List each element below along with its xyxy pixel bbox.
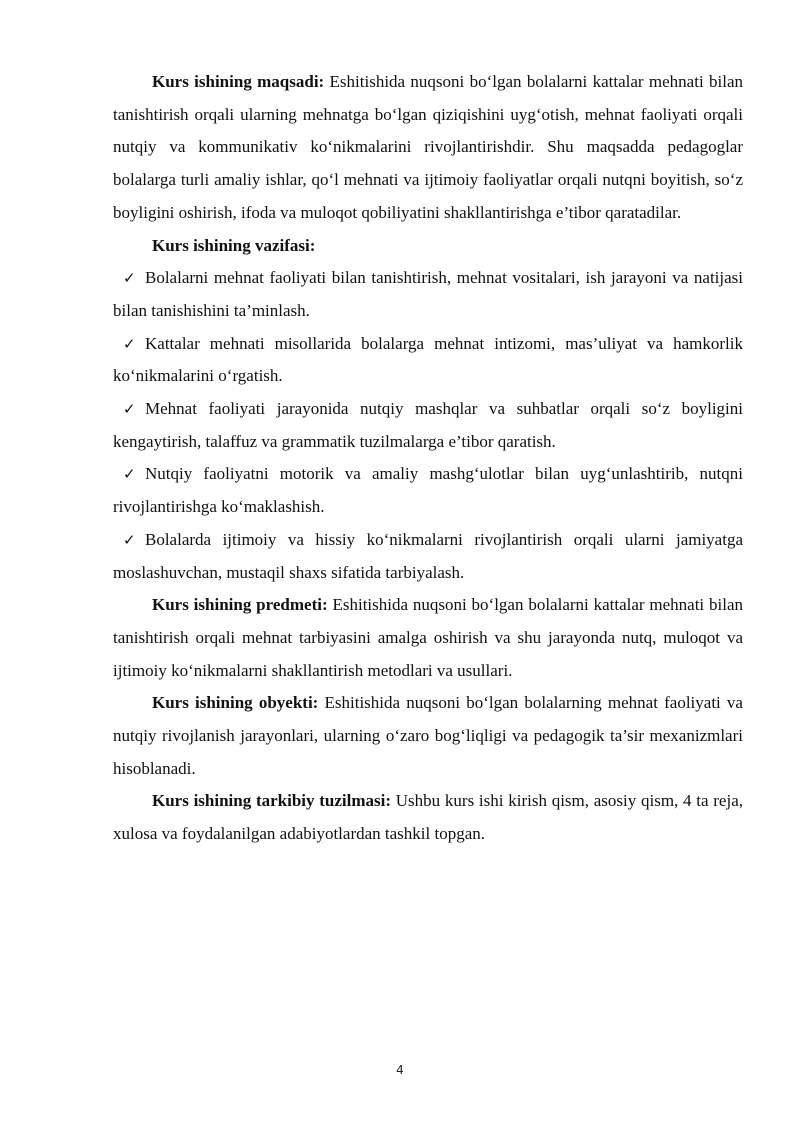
page-number: 4 bbox=[396, 1063, 404, 1077]
checkmark-icon: ✓ bbox=[123, 400, 136, 419]
structure-label: Kurs ishining tarkibiy tuzilmasi: bbox=[152, 791, 392, 811]
purpose-label: Kurs ishining maqsadi: bbox=[152, 72, 325, 91]
structure-text: Ushbu kurs ishi kirish qism, asosiy qism, 4 ta reja, xulosa va foydalanilgan adabiyotlardan tashkil topgan. bbox=[113, 791, 743, 844]
task-item-3 bbox=[113, 393, 743, 458]
checkmark-icon: ✓ bbox=[123, 530, 136, 549]
task-item-text: Bolalarda ijtimoiy va hissiy ko‘nikmalarni rivojlantirish orqali ularni jamiyatga moslashuvchan, mustaqil shaxs sifatida tarbiyalash. bbox=[113, 529, 743, 582]
subject-label: Kurs ishining predmeti: bbox=[152, 595, 328, 615]
subject-paragraph bbox=[113, 589, 743, 687]
purpose-paragraph bbox=[113, 66, 743, 230]
document-page bbox=[113, 66, 743, 851]
checkmark-icon: ✓ bbox=[123, 465, 136, 484]
subject-text: Eshitishida nuqsoni bo‘lgan bolalarni kattalar mehnati bilan tanishtirish orqali mehnat tarbiyasini amalga oshirish va shu jarayonda nutq, muloqot va ijtimoiy ko‘nikmalarni shakllantirish metodlari va usullari. bbox=[113, 595, 743, 680]
purpose-text: Eshitishida nuqsoni bo‘lgan bolalarni kattalar mehnati bilan tanishtirish orqali ularning mehnatga bo‘lgan qiziqishini uyg‘otish, mehnat faoliyati orqali nutqiy va kommunikativ ko‘nikmalarini rivojlantirishdir. Shu maqsadda pedagoglar bolalarga turli amaliy ishlar, qo‘l mehnati va ijtimoiy faoliyatlar orqali nutqni boyitish, so‘z boyligini oshirish, ifoda va muloqot qobiliyatini shakllantirishga e’tibor qaratadilar. bbox=[113, 72, 743, 222]
checkmark-icon: ✓ bbox=[123, 334, 136, 353]
task-item-text: Bolalarni mehnat faoliyati bilan tanishtirish, mehnat vositalari, ish jarayoni va natijasi bilan tanishishini ta’minlash. bbox=[113, 268, 743, 320]
object-label: Kurs ishining obyekti: bbox=[152, 693, 319, 713]
task-item-text: Kattalar mehnati misollarida bolalarga mehnat intizomi, mas’uliyat va hamkorlik ko‘nikmalarini o‘rgatish. bbox=[113, 333, 743, 386]
object-paragraph bbox=[113, 687, 743, 785]
structure-paragraph bbox=[113, 785, 743, 850]
task-item-text: Mehnat faoliyati jarayonida nutqiy mashqlar va suhbatlar orqali so‘z boyligini kengaytirish, talaffuz va grammatik tuzilmalarga e’tibor qaratish. bbox=[113, 399, 743, 451]
task-item-2 bbox=[113, 328, 743, 393]
checkmark-icon: ✓ bbox=[123, 269, 136, 288]
task-item-1 bbox=[113, 262, 743, 327]
task-item-text: Nutqiy faoliyatni motorik va amaliy mashg‘ulotlar bilan uyg‘unlashtirib, nutqni rivojlantirishga ko‘maklashish. bbox=[113, 464, 743, 517]
task-item-5 bbox=[113, 524, 743, 589]
task-item-4 bbox=[113, 458, 743, 523]
object-text: Eshitishida nuqsoni bo‘lgan bolalarning mehnat faoliyati va nutqiy rivojlanish jarayonlari, ularning o‘zaro bog‘liqligi va pedagogik ta’sir mexanizmlari hisoblanadi. bbox=[113, 693, 743, 778]
tasks-heading: Kurs ishining vazifasi: bbox=[152, 235, 316, 255]
